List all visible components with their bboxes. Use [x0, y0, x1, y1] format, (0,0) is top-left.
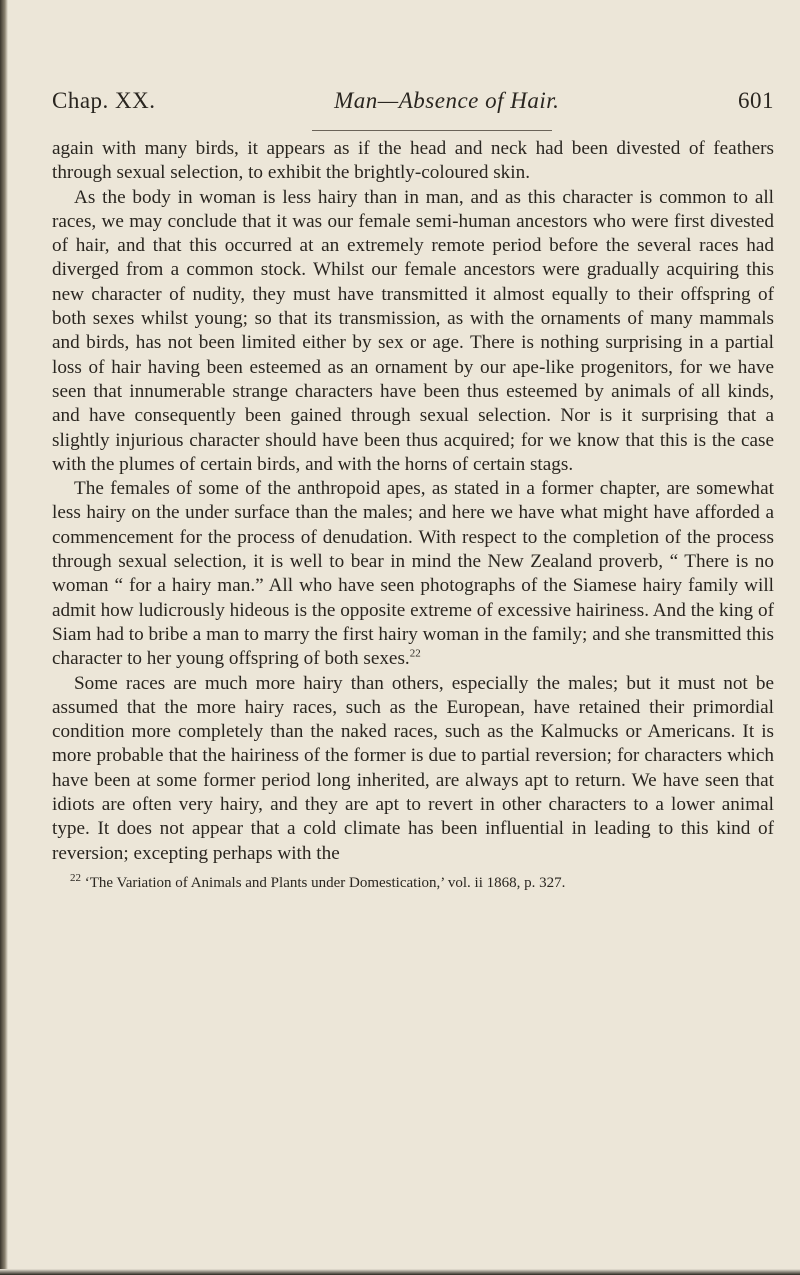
page-binding-shadow [0, 0, 8, 1275]
page-number: 601 [738, 88, 774, 113]
running-header [52, 88, 774, 124]
paragraph-4: Some races are much more hairy than others, especially the males; but it must not be assumed that the more hairy races, such as the European, have retained their primordial condition more completely than the naked races, such as the Kalmucks or Americans. It is more probable that the hairiness of the former is due to partial reversion; for characters which have been at some former period long inherited, are always apt to return. We have seen that idiots are often very hairy, and they are apt to revert in other characters to a lower animal type. It does not appear that a cold climate has been influential in leading to this kind of reversion; excepting perhaps with the [52, 672, 774, 864]
paragraph-3-text: The females of some of the anthropoid apes, as stated in a former chapter, are somewhat less hairy on the under surface than the males; and here we have what might have afforded a commencement for the process of denudation. With respect to the completion of the process through sexual selection, it is well to bear in mind the New Zealand proverb, “ There is no woman “ for a hairy man.” All who have seen photographs of the Siamese hairy family will admit how ludicrously hideous is the opposite extreme of excessive hairiness. And the king of Siam had to bribe a man to marry the first hairy woman in the family; and she transmitted this character to her young offspring of both sexes. [52, 478, 774, 670]
chapter-label: Chap. XX. [52, 88, 156, 113]
header-rule [312, 130, 552, 131]
footnote-marker: 22 [70, 871, 81, 884]
body-text [52, 137, 774, 866]
footnote-reference: 22 [409, 647, 421, 660]
paragraph-1: again with many birds, it appears as if the head and neck had been divested of feathers through sexual selection, to exhibit the brightly-coloured skin. [52, 138, 774, 184]
page-bottom-edge [0, 1269, 800, 1275]
paragraph-3 [52, 477, 774, 671]
book-page [52, 88, 774, 893]
paragraph-2: As the body in woman is less hairy than in man, and as this character is common to all races, we may conclude that it was our female semi-human ancestors who were first divested of hair, and that this occurred at an extremely remote period before the several races had diverged from a common stock. Whilst our female ancestors were gradually acquiring this new character of nudity, they must have transmitted it almost equally to their offspring of both sexes whilst young; so that its transmission, as with the ornaments of many mammals and birds, has not been limited either by sex or age. There is nothing surprising in a partial loss of hair having been esteemed as an ornament by our ape-like progenitors, for we have seen that innumerable strange characters have been thus esteemed by animals of all kinds, and have consequently been gained through sexual selection. Nor is it surprising that a slightly injurious character should have been thus acquired; for we know that this is the case with the plumes of certain birds, and with the horns of certain stags. [52, 186, 774, 475]
footnote [52, 871, 774, 893]
footnote-text: ‘The Variation of Animals and Plants under Domestication,’ vol. ii 1868, p. 327. [84, 874, 566, 891]
running-title: Man—Absence of Hair. [334, 88, 560, 113]
